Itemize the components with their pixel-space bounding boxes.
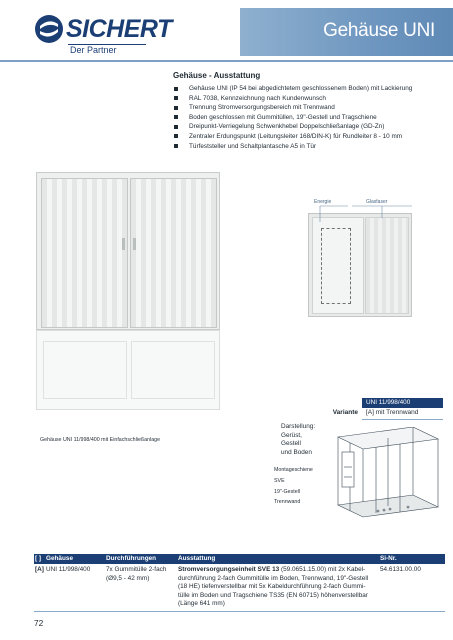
rack-frame-diagram (318, 427, 443, 527)
variant-header: UNI 11/998/400 (362, 398, 443, 408)
page-title: Gehäuse UNI (323, 20, 435, 41)
feature-item: Dreipunkt-Verriegelung Schwenkhebel Doppelschließanlage (GD-Zn) (173, 122, 443, 132)
diagram-label-montageschiene: Montageschiene (274, 467, 313, 473)
equipment-line: durchführung 2-fach Gummitülle im Boden, Trennwand, 19"-Gestell (178, 574, 369, 582)
feature-item: Trennung Stromversorgungsbereich mit Trennwand (173, 103, 443, 113)
darstellung-label (281, 423, 321, 457)
feature-list (173, 84, 443, 151)
fiber-compartment (365, 217, 409, 314)
row-si-nr: 54.6131.00.00 (380, 566, 421, 573)
cabinet-base (36, 330, 220, 410)
table-divider (34, 611, 445, 612)
feature-item: Türfeststeller und Schaltplantasche A5 in Tür (173, 142, 443, 152)
equipment-line: tülle im Boden und Tragschiene TS35 (EN 60715) höhenverstellbar (178, 591, 368, 599)
row-id: [A] (35, 566, 44, 573)
diagram-label-sve: SVE (274, 478, 285, 484)
equipment-line (178, 566, 380, 575)
row-equipment (178, 566, 380, 609)
header-title-band (240, 8, 453, 56)
page-header (0, 0, 453, 60)
door-handle-icon (133, 238, 136, 250)
features-section (173, 71, 443, 151)
feature-item: Gehäuse UNI (IP 54 bei abgedichtetem geschlossenem Boden) mit Lackierung (173, 84, 443, 94)
feedthrough-line: 7x Gummitülle 2-fach (106, 566, 167, 573)
feature-item: RAL 7038, Kennzeichnung nach Kundenwunsch (173, 94, 443, 104)
image-caption: Gehäuse UNI 11/998/400 mit Einfachschließanlage (40, 437, 161, 443)
feature-item: Boden geschlossen mit Gummitüllen, 19"-Gestell und Tragschiene (173, 113, 443, 123)
sichert-logo (34, 14, 194, 58)
logo-wordmark: SICHERT (66, 15, 172, 43)
diagram-label-trennwand: Trennwand (274, 499, 301, 505)
darstellung-line: und Boden (281, 448, 312, 456)
open-cabinet-image (308, 213, 412, 317)
darstellung-line: Gestell (281, 440, 301, 447)
base-panel (43, 341, 127, 399)
closed-cabinet-image (36, 172, 220, 410)
logo-tagline: Der Partner (70, 45, 117, 55)
variant-label: Variante (332, 409, 358, 416)
cabinet-body (36, 172, 220, 330)
row-housing: UNI 11/998/400 (46, 566, 91, 573)
darstellung-line: Gerüst, (281, 431, 302, 439)
equipment-line: (Länge 641 mm) (178, 600, 225, 608)
energy-slot (321, 228, 351, 304)
page-number: 72 (34, 618, 44, 628)
equipment-line: (18 HE) tiefenverstellbar mit 5x Kabeldurchführung 2-fach Gummi- (178, 583, 366, 591)
logo-mark-icon (34, 14, 64, 44)
open-label-energy: Energie (314, 199, 332, 205)
feedthrough-line: (Ø9,5 - 42 mm) (106, 574, 150, 582)
header-cell-si-nr: Si-Nr. (380, 555, 397, 562)
diagram-label-gestell: 19"-Gestell (274, 489, 301, 495)
cabinet-door-right (130, 178, 217, 328)
door-handle-icon (122, 238, 125, 250)
header-cell-ausstattung: Ausstattung (178, 555, 216, 562)
product-table (34, 554, 445, 612)
feature-item: Zentraler Erdungspunkt (Leitungsleiter 168/DIN-K) für Rundleiter 8 - 10 mm (173, 132, 443, 142)
section-title: Gehäuse - Ausstattung (173, 71, 261, 80)
header-cell-durchfuehrungen: Durchführungen (106, 555, 157, 562)
energy-compartment (312, 217, 364, 314)
cabinet-door-left (41, 178, 128, 328)
header-cell-bracket: [ ] (35, 555, 42, 562)
darstellung-line: Darstellung: (281, 423, 316, 430)
base-panel (131, 341, 215, 399)
open-label-fiber: Glasfaser (366, 199, 388, 205)
variant-divider (362, 419, 443, 420)
equipment-bold: Stromversorgungseinheit SVE 13 (178, 566, 280, 573)
variant-value: [A] mit Trennwand (366, 409, 419, 416)
header-cell-gehaeuse: Gehäuse (46, 555, 73, 562)
row-feedthroughs (106, 566, 178, 609)
table-header-row (34, 554, 445, 564)
equipment-text: (59.0651.15.00) mit 2x Kabel- (279, 566, 366, 573)
header-divider (0, 60, 453, 62)
table-row (34, 564, 445, 609)
